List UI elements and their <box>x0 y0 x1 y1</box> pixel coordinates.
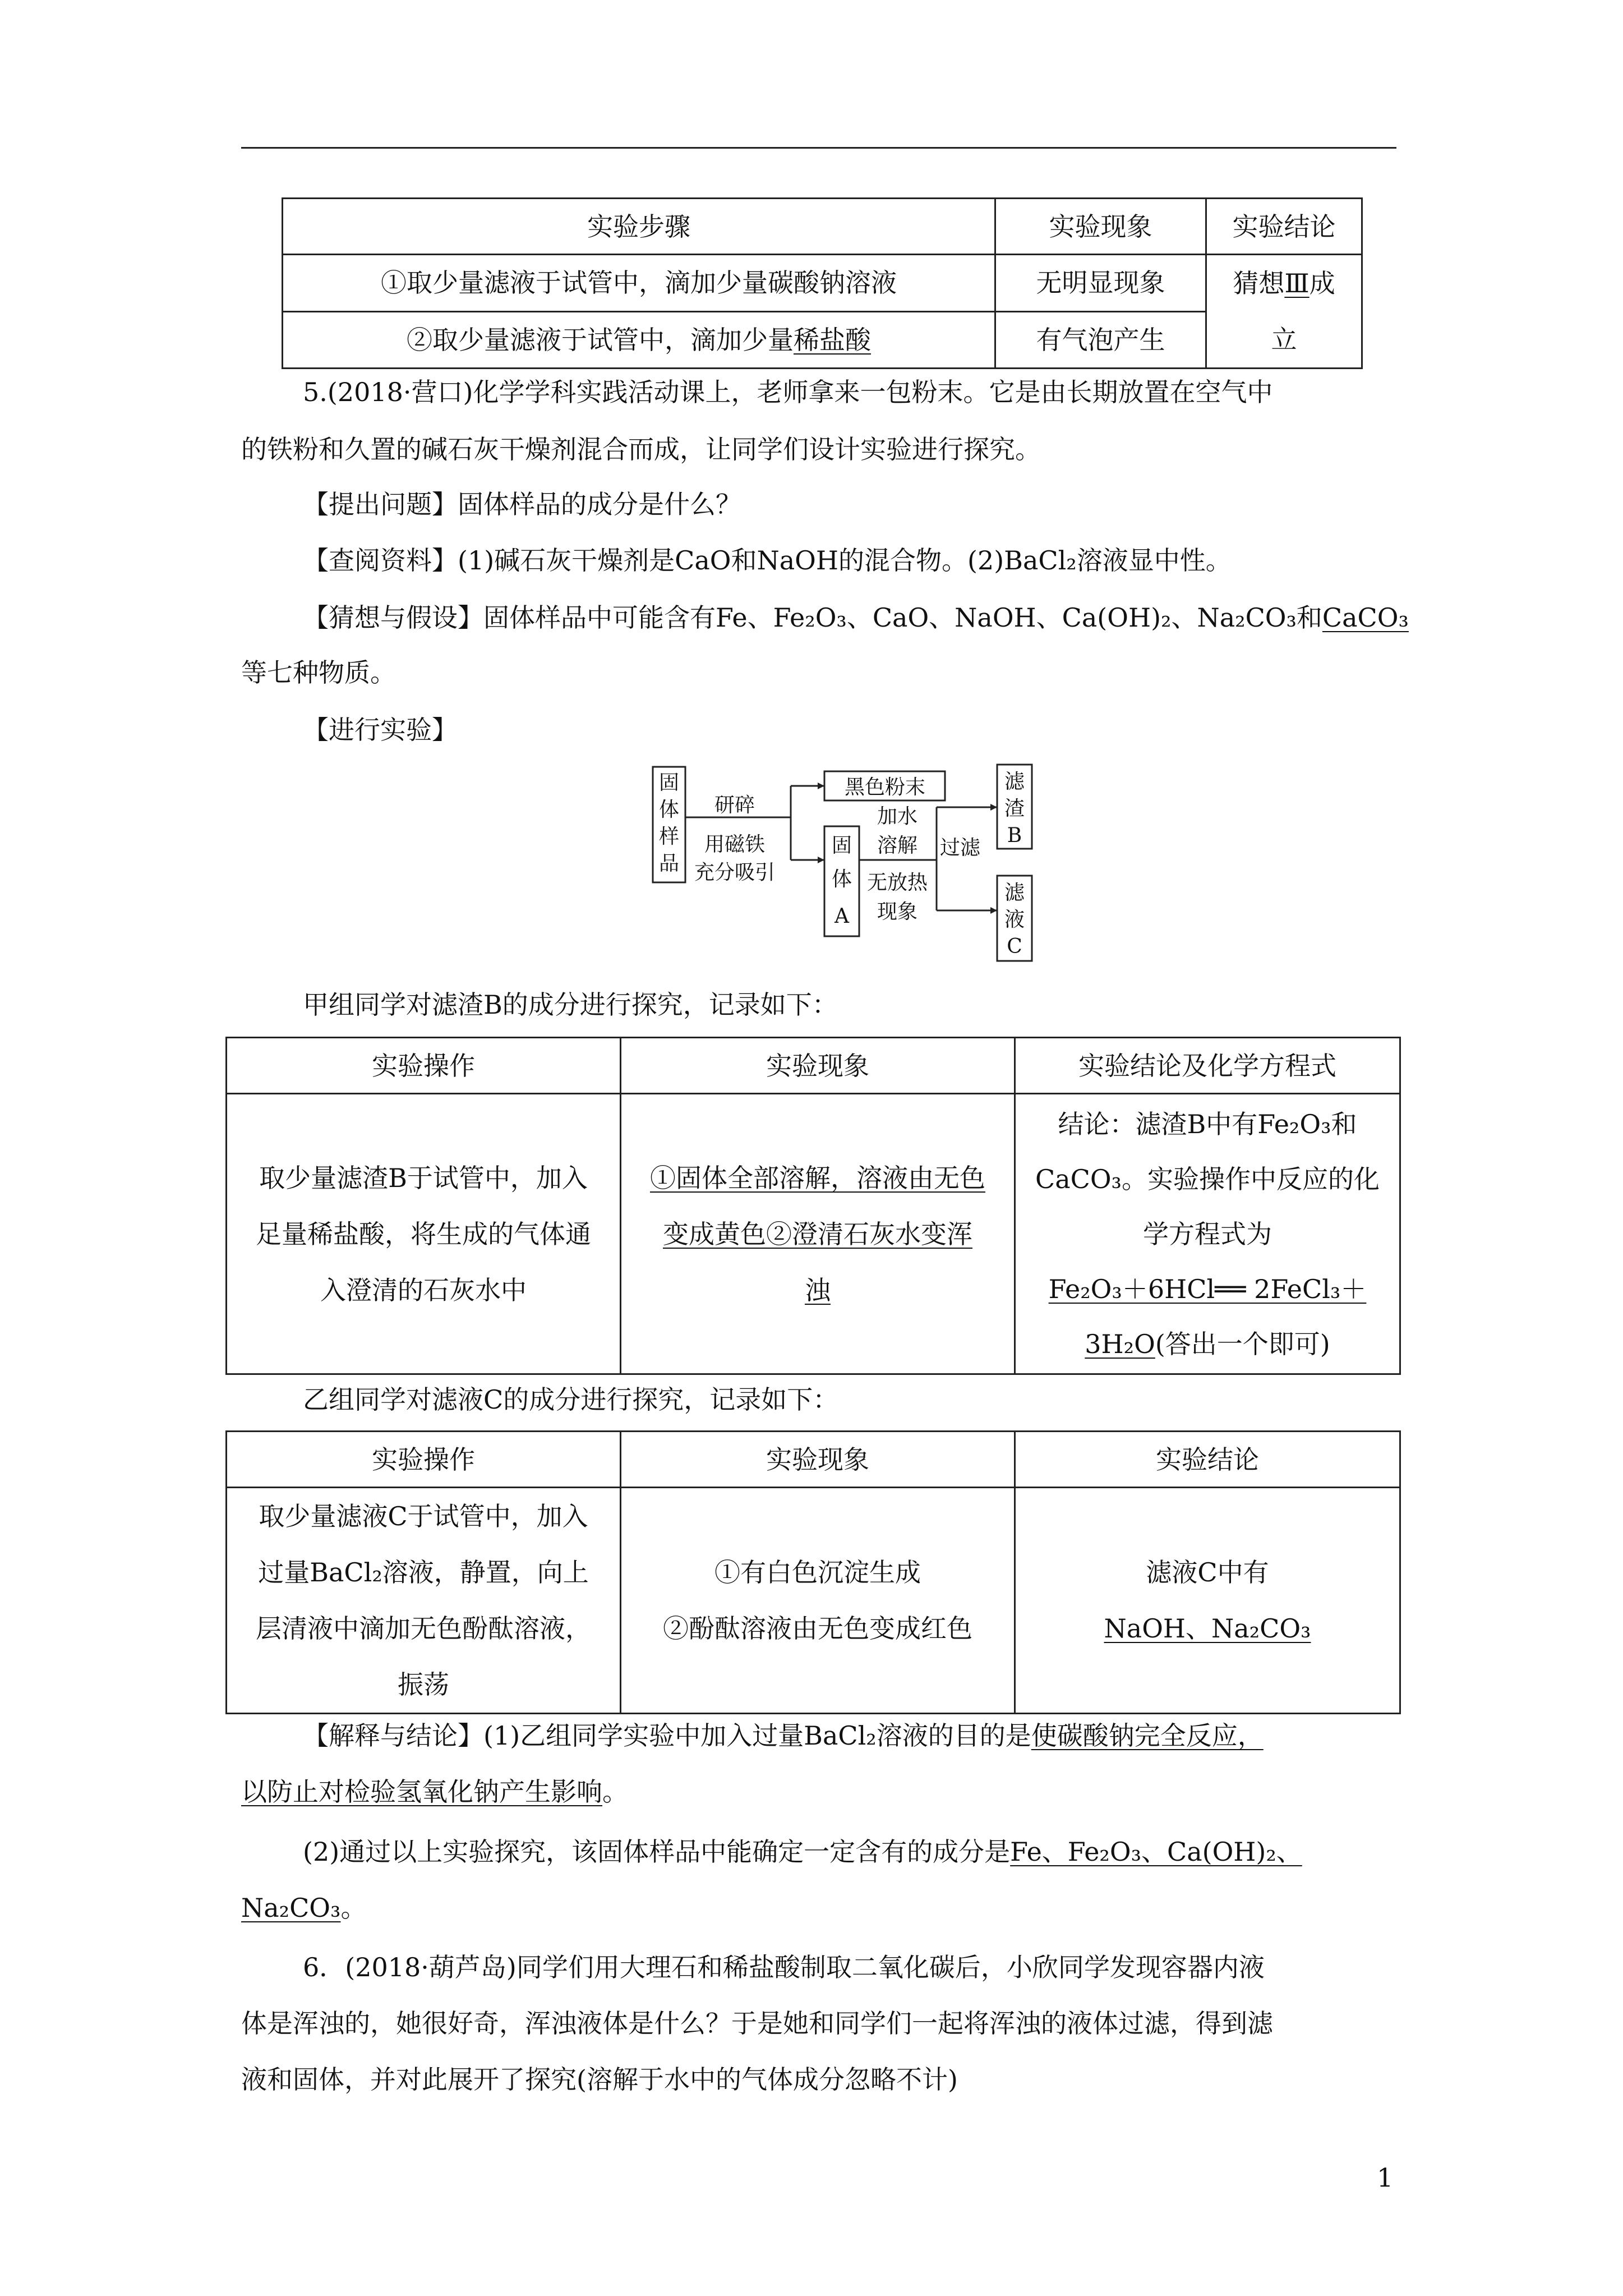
q5-line2: 的铁粉和久置的碱石灰干燥剂混合而成，让同学们设计实验进行探究。 <box>241 434 1041 464</box>
answer-blank: 使碳酸钠完全反应， <box>1031 1720 1264 1751</box>
flow-label: 渣 <box>1004 797 1025 820</box>
q5-question: 【提出问题】固体样品的成分是什么？ <box>303 489 741 519</box>
flow-label: 加水 <box>877 805 918 828</box>
flow-label: 过滤 <box>939 836 981 859</box>
answer-blank: Fe₂O₃＋6HCl══ 2FeCl₃＋ <box>1048 1273 1367 1304</box>
table-cell: 无明显现象 <box>995 255 1206 312</box>
q5-line1: 5.(2018·营口)化学学科实践活动课上，老师拿来一包粉末。它是由长期放置在空气中 <box>303 377 1273 407</box>
q5-experiment-heading: 【进行实验】 <box>303 715 458 745</box>
flow-label: 样 <box>658 825 680 848</box>
flow-label: 液 <box>1004 908 1025 931</box>
flow-label: B <box>1007 824 1022 847</box>
answer-blank: ①固体全部溶解，溶液由无色 <box>650 1162 985 1193</box>
table-header: 实验结论及化学方程式 <box>1015 1038 1400 1094</box>
flow-label: 充分吸引 <box>694 861 776 884</box>
answer-blank: Na₂CO₃ <box>241 1893 341 1923</box>
q6-line3: 液和固体，并对此展开了探究(溶解于水中的气体成分忽略不计) <box>241 2064 958 2095</box>
q5-hypothesis: 【猜想与假设】固体样品中可能含有Fe、Fe₂O₃、CaO、NaOH、Ca(OH)₂、Na₂CO₃和CaCO₃ <box>303 602 1409 633</box>
table-cell: ②取少量滤液于试管中，滴加少量稀盐酸 <box>283 311 995 369</box>
table-result-1 <box>282 197 1363 369</box>
q6-line1: 6．(2018·葫芦岛)同学们用大理石和稀盐酸制取二氧化碳后，小欣同学发现容器内液 <box>303 1952 1265 1982</box>
table-header: 实验现象 <box>621 1432 1015 1488</box>
q5-materials: 【查阅资料】(1)碱石灰干燥剂是CaO和NaOH的混合物。(2)BaCl₂溶液显中性。 <box>303 545 1232 576</box>
answer-blank: NaOH、Na₂CO₃ <box>1104 1613 1311 1644</box>
flow-label: 品 <box>658 852 680 875</box>
answer-blank: Fe、Fe₂O₃、Ca(OH)₂、 <box>1010 1837 1302 1867</box>
explain-p2-line2: Na₂CO₃。 <box>241 1893 367 1923</box>
flow-label: 体 <box>658 798 680 821</box>
q6-line2: 体是浑浊的，她很好奇，浑浊液体是什么？于是她和同学们一起将浑浊的液体过滤，得到滤 <box>241 2008 1273 2039</box>
flow-label: 固 <box>658 771 680 794</box>
table-group-a <box>225 1037 1401 1375</box>
table-cell: 有气泡产生 <box>995 311 1206 369</box>
table-header: 实验现象 <box>995 199 1206 255</box>
table-cell: 结论：滤渣B中有Fe₂O₃和 CaCO₃。实验操作中反应的化 学方程式为 Fe₂O₃＋6HCl══ 2FeCl₃＋ 3H₂O(答出一个即可) <box>1015 1094 1400 1374</box>
flow-label: A <box>834 905 849 928</box>
table-cell: 取少量滤液C于试管中，加入 过量BaCl₂溶液，静置，向上 层清液中滴加无色酚酞溶液， 振荡 <box>227 1488 621 1714</box>
flow-label: 体 <box>831 868 852 891</box>
answer-blank: CaCO₃ <box>1322 602 1409 633</box>
flow-label: 滤 <box>1004 881 1025 904</box>
flow-label: 研碎 <box>714 794 755 817</box>
experiment-flow-diagram <box>645 760 1071 968</box>
table-header: 实验结论 <box>1206 199 1362 255</box>
conclusion-cell: 猜想Ⅲ成 立 <box>1206 255 1362 369</box>
explain-p1: 【解释与结论】(1)乙组同学实验中加入过量BaCl₂溶液的目的是使碳酸钠完全反应， <box>303 1720 1264 1751</box>
flow-label: 溶解 <box>877 834 918 857</box>
table-cell: ①有白色沉淀生成 ②酚酞溶液由无色变成红色 <box>621 1488 1015 1714</box>
table-header: 实验操作 <box>227 1038 621 1094</box>
table-cell: 取少量滤渣B于试管中，加入 足量稀盐酸，将生成的气体通 入澄清的石灰水中 <box>227 1094 621 1374</box>
table-header: 实验步骤 <box>283 199 995 255</box>
flow-label: 黑色粉末 <box>844 776 926 799</box>
table-cell <box>621 1094 1015 1374</box>
table-header: 实验操作 <box>227 1432 621 1488</box>
answer-blank: 以防止对检验氢氧化钠产生影响 <box>241 1777 602 1807</box>
page-number: 1 <box>1377 2162 1394 2193</box>
answer-blank: 稀盐酸 <box>794 324 871 355</box>
flow-label: 固 <box>831 834 852 857</box>
explain-p2: (2)通过以上实验探究，该固体样品中能确定一定含有的成分是Fe、Fe₂O₃、Ca(OH)₂、 <box>303 1837 1302 1867</box>
flow-label: C <box>1007 935 1022 958</box>
flow-label: 现象 <box>877 900 918 923</box>
flow-label: 无放热 <box>866 871 928 894</box>
table-header: 实验结论 <box>1015 1432 1400 1488</box>
flow-label: 用磁铁 <box>704 833 766 856</box>
table-header: 实验现象 <box>621 1038 1015 1094</box>
q5-hypothesis-line2: 等七种物质。 <box>241 657 396 688</box>
group-a-intro: 甲组同学对滤渣B的成分进行探究，记录如下： <box>303 990 838 1020</box>
flow-label: 滤 <box>1004 770 1025 793</box>
answer-blank: Ⅲ <box>1284 268 1310 298</box>
table-group-b <box>225 1430 1401 1714</box>
table-cell: ①取少量滤液于试管中，滴加少量碳酸钠溶液 <box>283 255 995 312</box>
explain-p1-line2: 以防止对检验氢氧化钠产生影响。 <box>241 1777 628 1807</box>
answer-blank: 浊 <box>805 1274 831 1305</box>
header-rule <box>241 147 1396 149</box>
answer-blank: 3H₂O <box>1085 1328 1155 1359</box>
group-b-intro: 乙组同学对滤液C的成分进行探究，记录如下： <box>303 1384 839 1415</box>
table-cell: 滤液C中有 NaOH、Na₂CO₃ <box>1015 1488 1400 1714</box>
answer-blank: 变成黄色②澄清石灰水变浑 <box>663 1218 972 1249</box>
